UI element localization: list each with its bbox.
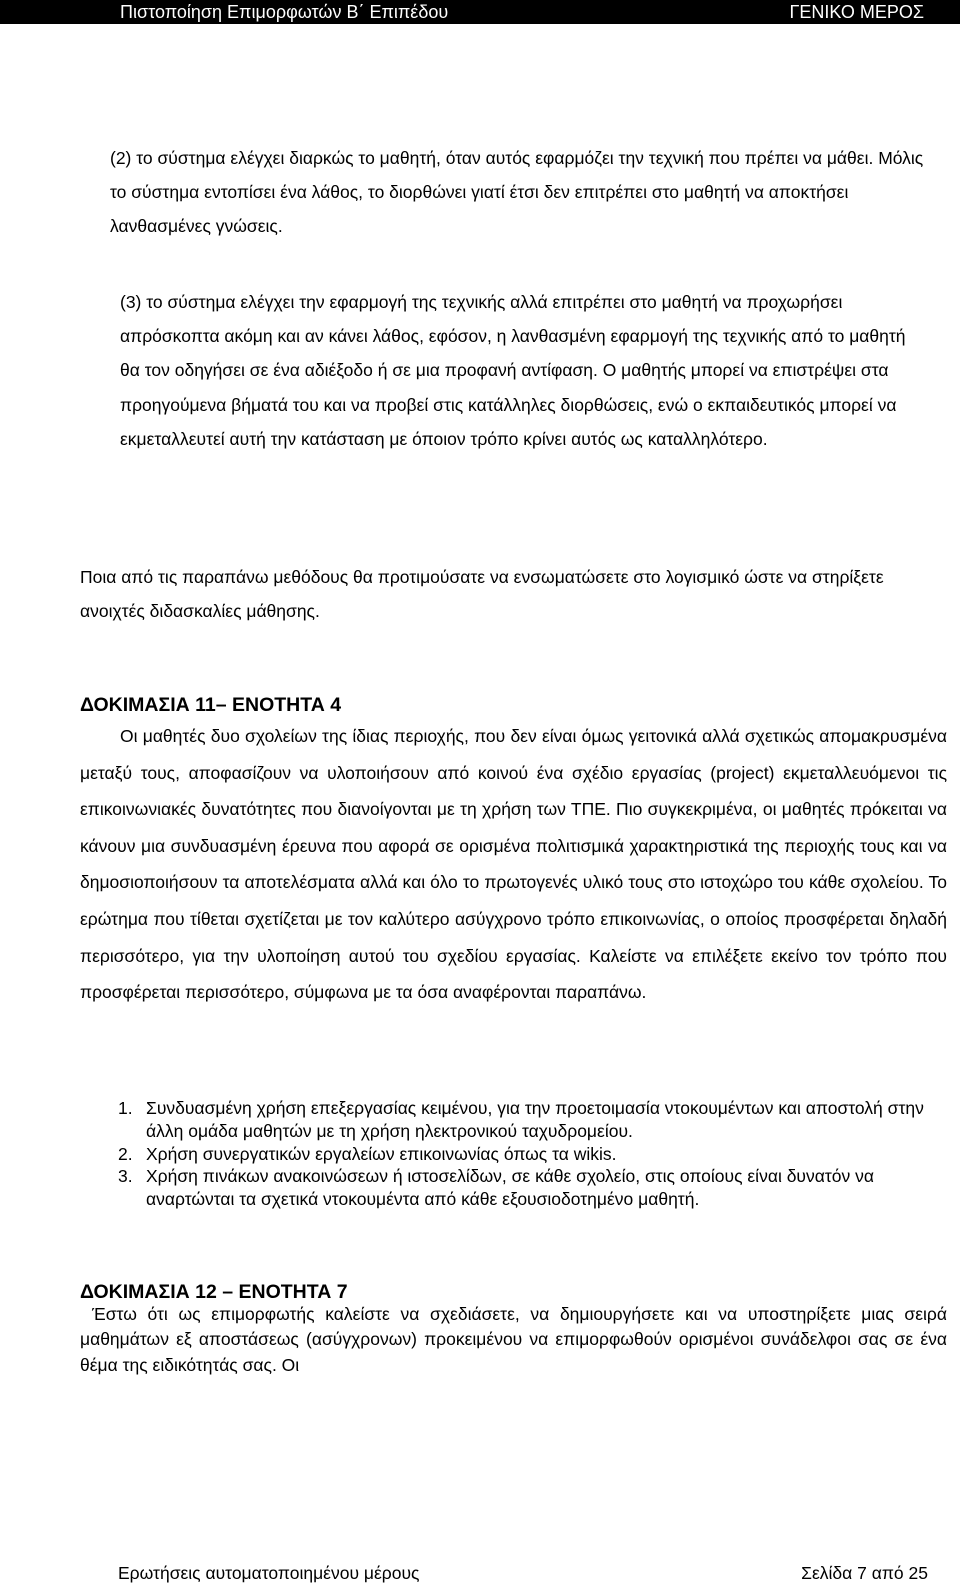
footer-document-title: Ερωτήσεις αυτοματοποιημένου μέρους	[118, 1563, 420, 1583]
paragraph-option-3: (3) το σύστημα ελέγχει την εφαρμογή της τεχνικής αλλά επιτρέπει στο μαθητή να προχωρήσει απρόσκοπτα ακόμη και αν κάνει λάθος, εφόσον, η λανθασμένη εφαρμογή της τεχνικής από το μαθητή θα τον οδηγήσει σε ένα αδιέξοδο ή σε μια προφανή αντίφαση. Ο μαθητής μπορεί να επιστρέψει στα προηγούμενα βήματά του και να προβεί στις κατάλληλες διορθώσεις, ενώ ο εκπαιδευτικός μπορεί να εκμεταλλευτεί αυτή την κατάσταση με όποιον τρόπο κρίνει αυτός ως καταλληλότερο.	[120, 292, 906, 449]
page-header	[0, 0, 960, 24]
header-section: ΓΕΝΙΚΟ ΜΕΡΟΣ	[789, 2, 924, 22]
task-12-body: Έστω ότι ως επιμορφωτής καλείστε να σχεδιάσετε, να δημιουργήσετε και να υποστηρίξετε μιας σειρά μαθημάτων εξ αποστάσεως (ασύγχρονων) προκειμένου να επιμορφωθούν ορισμένοι συνάδελφοι σας σε ένα θέμα της ειδικότητάς σας. Οι	[80, 1304, 947, 1375]
task-11-body: Οι μαθητές δυο σχολείων της ίδιας περιοχής, που δεν είναι όμως γειτονικά αλλά σχετικώς απομακρυσμένα μεταξύ τους, αποφασίζουν να υλοποιήσουν από κοινού ένα σχέδιο εργασίας (project) εκμεταλλευόμενοι τις επικοινωνιακές δυνατότητες που διανοίγονται με τη χρήση των ΤΠΕ. Πιο συγκεκριμένα, οι μαθητές πρόκειται να κάνουν μια συνδυασμένη έρευνα που αφορά σε ορισμένα πολιτισμικά χαρακτηριστικά της περιοχής τους και να δημοσιοποιήσουν τα αποτελέσματα αλλά και όλο το πρωτογενές υλικό τους στο ιστοχώρο του κάθε σχολείου. Το ερώτημα που τίθεται σχετίζεται με τον καλύτερο ασύγχρονο τρόπο επικοινωνίας, ο οποίος προσφέρεται δηλαδή περισσότερο, για την υλοποίηση αυτού του σχεδίου εργασίας. Καλείστε να επιλέξετε εκείνο τον τρόπο που προσφέρεται περισσότερο, σύμφωνα με τα όσα αναφέρονται παραπάνω.	[80, 726, 947, 1003]
task-11-options-list	[118, 1097, 938, 1211]
list-item: 3. Χρήση πινάκων ανακοινώσεων ή ιστοσελίδων, σε κάθε σχολείο, στις οποίους είναι δυνατόν να αναρτώνται τα σχετικά ντοκουμέντα από κάθε εξουσιοδοτημένο μαθητή.	[118, 1166, 874, 1210]
header-title: Πιστοποίηση Επιμορφωτών Β΄ Επιπέδου	[120, 2, 449, 22]
list-item: 2. Χρήση συνεργατικών εργαλείων επικοινωνίας όπως τα wikis.	[118, 1143, 617, 1164]
footer-page-number: Σελίδα 7 από 25	[801, 1563, 928, 1583]
list-item: 1. Συνδυασμένη χρήση επεξεργασίας κειμένου, για την προετοιμασία ντοκουμέντων και αποστολή στην άλλη ομάδα μαθητών με τη χρήση ηλεκτρονικού ταχυδρομείου.	[118, 1098, 924, 1141]
task-12-title: ΔΟΚΙΜΑΣΙΑ 12 – ΕΝΟΤΗΤΑ 7	[80, 1281, 348, 1303]
task-11-title: ΔΟΚΙΜΑΣΙΑ 11– ΕΝΟΤΗΤΑ 4	[80, 694, 342, 716]
question-paragraph: Ποια από τις παραπάνω μεθόδους θα προτιμούσατε να ενσωματώσετε στο λογισμικό ώστε να στηρίξετε ανοιχτές διδασκαλίες μάθησης.	[80, 567, 884, 622]
paragraph-option-2: (2) το σύστημα ελέγχει διαρκώς το μαθητή, όταν αυτός εφαρμόζει την τεχνική που πρέπει να μάθει. Μόλις το σύστημα εντοπίσει ένα λάθος, το διορθώνει γιατί έτσι δεν επιτρέπει στο μαθητή να αποκτήσει λανθασμένες γνώσεις.	[110, 148, 924, 237]
